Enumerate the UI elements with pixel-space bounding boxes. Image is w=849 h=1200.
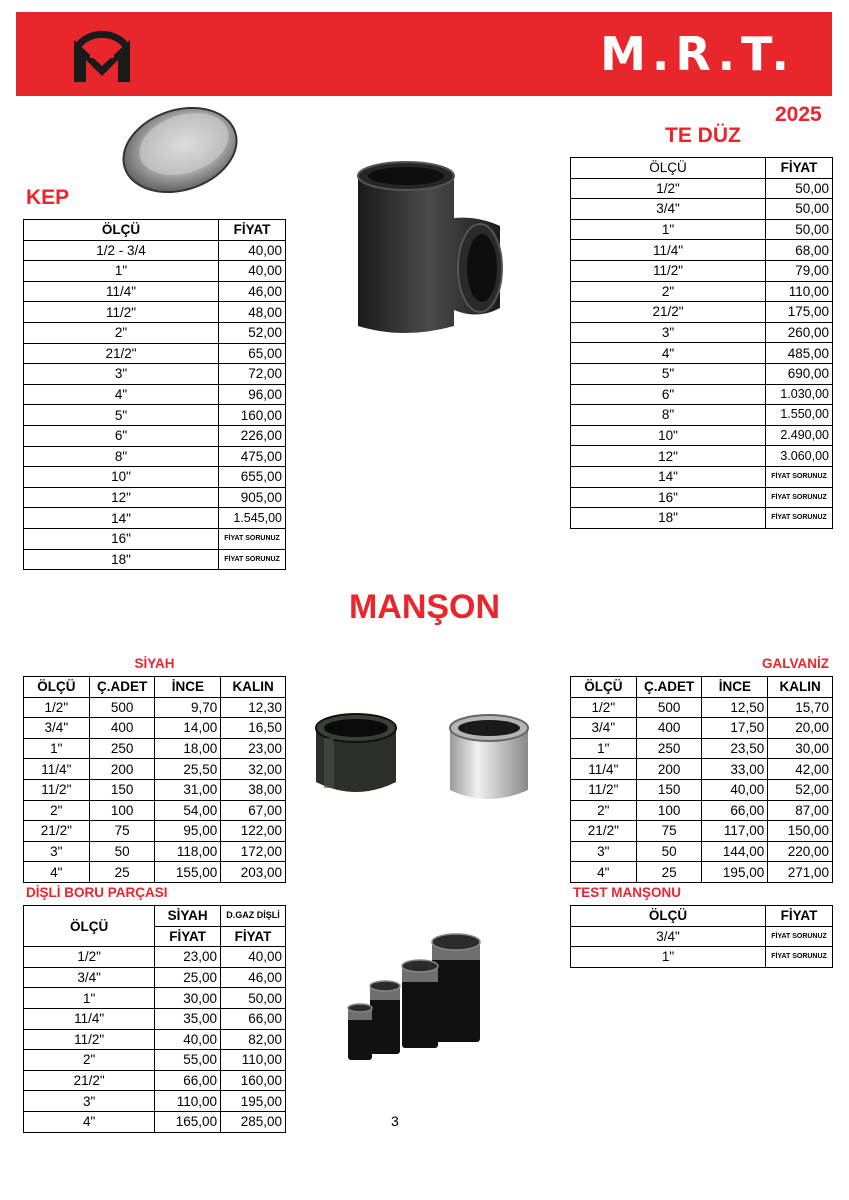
siyah-header-kalin: KALIN: [221, 677, 286, 698]
table-cell: FİYAT SORUNUZ: [766, 926, 833, 947]
table-cell: FİYAT SORUNUZ: [766, 947, 833, 968]
table-cell: 50: [89, 841, 155, 862]
table-cell: 67,00: [221, 800, 286, 821]
table-cell: 52,00: [768, 779, 833, 800]
table-cell: 3": [24, 1091, 155, 1112]
disli-header-fiyat-2: FİYAT: [221, 926, 286, 947]
table-cell: 155,00: [155, 862, 221, 883]
table-cell: 11/4": [24, 759, 90, 780]
disli-boru-table: [23, 905, 286, 1133]
table-row: [571, 405, 833, 426]
table-cell: 3": [24, 841, 90, 862]
table-cell: 21/2": [24, 1070, 155, 1091]
table-cell: 40,00: [221, 947, 286, 968]
table-cell: 195,00: [702, 862, 768, 883]
table-row: [24, 800, 286, 821]
table-cell: 46,00: [219, 281, 286, 302]
table-row: [24, 821, 286, 842]
table-cell: 31,00: [155, 779, 221, 800]
table-cell: 12,50: [702, 697, 768, 718]
table-cell: 10": [24, 467, 219, 488]
table-cell: FİYAT SORUNUZ: [219, 549, 286, 570]
table-cell: 3/4": [24, 967, 155, 988]
mrt-logo-icon: [68, 26, 136, 86]
table-cell: 42,00: [768, 759, 833, 780]
table-cell: 11/4": [571, 240, 766, 261]
table-cell: 3.060,00: [766, 446, 833, 467]
table-cell: 87,00: [768, 800, 833, 821]
table-cell: 1.030,00: [766, 384, 833, 405]
table-cell: 1/2": [571, 697, 637, 718]
table-cell: 95,00: [155, 821, 221, 842]
table-cell: 2.490,00: [766, 425, 833, 446]
table-cell: 18,00: [155, 738, 221, 759]
table-cell: 110,00: [155, 1091, 221, 1112]
table-cell: 4": [24, 1111, 155, 1132]
table-cell: 203,00: [221, 862, 286, 883]
table-row: [24, 281, 286, 302]
galv-header-olcu: ÖLÇÜ: [571, 677, 637, 698]
table-row: [24, 467, 286, 488]
table-row: [571, 260, 833, 281]
table-cell: 2": [24, 322, 219, 343]
table-cell: 1": [571, 219, 766, 240]
table-row: [24, 384, 286, 405]
table-row: [24, 1029, 286, 1050]
table-cell: FİYAT SORUNUZ: [766, 466, 833, 487]
table-cell: 175,00: [766, 302, 833, 323]
table-cell: 21/2": [24, 343, 219, 364]
table-row: [571, 487, 833, 508]
table-cell: 50,00: [766, 199, 833, 220]
kep-header-fiyat: FİYAT: [219, 220, 286, 241]
table-cell: FİYAT SORUNUZ: [766, 487, 833, 508]
pipe-nipples-image: [340, 930, 500, 1070]
table-row: [571, 697, 833, 718]
galv-header-kalin: KALIN: [768, 677, 833, 698]
table-cell: 23,00: [155, 947, 221, 968]
table-row: [24, 405, 286, 426]
table-row: [571, 800, 833, 821]
table-cell: 1.550,00: [766, 405, 833, 426]
table-row: [571, 425, 833, 446]
manson-title: MANŞON: [348, 588, 501, 626]
table-cell: 5": [571, 363, 766, 384]
tee-fitting-image: [350, 158, 510, 338]
year-label: 2025: [775, 103, 822, 126]
test-header-olcu: ÖLÇÜ: [571, 906, 766, 927]
table-row: [571, 199, 833, 220]
table-cell: 50: [636, 841, 702, 862]
table-cell: 50,00: [766, 219, 833, 240]
table-cell: 21/2": [571, 821, 637, 842]
table-cell: 905,00: [219, 487, 286, 508]
table-cell: 33,00: [702, 759, 768, 780]
table-row: [571, 738, 833, 759]
table-cell: 17,50: [702, 718, 768, 739]
siyah-header-olcu: ÖLÇÜ: [24, 677, 90, 698]
te-duz-title: TE DÜZ: [665, 124, 741, 147]
table-row: [24, 779, 286, 800]
table-cell: 220,00: [768, 841, 833, 862]
table-row: [571, 841, 833, 862]
table-row: [24, 343, 286, 364]
table-cell: 40,00: [702, 779, 768, 800]
table-row: [571, 718, 833, 739]
te-header-olcu: ÖLÇÜ: [571, 158, 766, 179]
galvaniz-title: GALVANİZ: [762, 656, 829, 671]
galv-header-ince: İNCE: [702, 677, 768, 698]
table-cell: 5": [24, 405, 219, 426]
table-cell: 30,00: [768, 738, 833, 759]
table-cell: 66,00: [702, 800, 768, 821]
table-row: [24, 988, 286, 1009]
test-manson-table: [570, 905, 833, 968]
table-cell: 110,00: [766, 281, 833, 302]
table-cell: 30,00: [155, 988, 221, 1009]
table-row: [24, 1008, 286, 1029]
table-row: [571, 508, 833, 529]
table-cell: 4": [571, 862, 637, 883]
galvanized-coupling-image: [444, 710, 534, 806]
table-cell: 25,50: [155, 759, 221, 780]
table-cell: 400: [636, 718, 702, 739]
table-cell: 6": [24, 425, 219, 446]
table-row: [571, 384, 833, 405]
table-cell: 82,00: [221, 1029, 286, 1050]
table-row: [24, 528, 286, 549]
table-cell: 55,00: [155, 1050, 221, 1071]
table-cell: 21/2": [24, 821, 90, 842]
table-row: [24, 487, 286, 508]
table-cell: 250: [89, 738, 155, 759]
table-cell: 16": [571, 487, 766, 508]
table-cell: 10": [571, 425, 766, 446]
table-cell: 3/4": [571, 199, 766, 220]
table-cell: 260,00: [766, 322, 833, 343]
table-cell: 475,00: [219, 446, 286, 467]
table-cell: FİYAT SORUNUZ: [766, 508, 833, 529]
table-row: [571, 240, 833, 261]
siyah-title: SİYAH: [134, 656, 175, 671]
table-cell: 15,70: [768, 697, 833, 718]
table-cell: 96,00: [219, 384, 286, 405]
table-cell: 250: [636, 738, 702, 759]
table-cell: 54,00: [155, 800, 221, 821]
table-cell: 3/4": [571, 926, 766, 947]
table-cell: 2": [571, 281, 766, 302]
disli-header-olcu: ÖLÇÜ: [24, 906, 155, 947]
kep-image: [118, 98, 246, 198]
table-cell: 1": [571, 947, 766, 968]
table-row: [24, 947, 286, 968]
table-cell: 1/2 - 3/4: [24, 240, 219, 261]
table-cell: 3": [571, 322, 766, 343]
table-row: [24, 508, 286, 529]
table-cell: 68,00: [766, 240, 833, 261]
table-cell: 122,00: [221, 821, 286, 842]
table-cell: 25: [636, 862, 702, 883]
table-row: [571, 779, 833, 800]
disli-header-siyah: SİYAH: [155, 906, 221, 927]
table-cell: 11/2": [571, 260, 766, 281]
table-cell: 4": [24, 862, 90, 883]
table-cell: 1": [24, 738, 90, 759]
table-cell: 50,00: [766, 178, 833, 199]
table-cell: 485,00: [766, 343, 833, 364]
table-cell: 172,00: [221, 841, 286, 862]
kep-price-table: [23, 219, 286, 570]
table-row: [571, 302, 833, 323]
table-cell: 11/4": [571, 759, 637, 780]
table-cell: 165,00: [155, 1111, 221, 1132]
table-cell: 40,00: [219, 261, 286, 282]
table-cell: 200: [636, 759, 702, 780]
table-row: [571, 862, 833, 883]
table-cell: 14": [571, 466, 766, 487]
test-manson-title: TEST MANŞONU: [573, 885, 681, 900]
table-cell: 18": [24, 549, 219, 570]
table-cell: 79,00: [766, 260, 833, 281]
table-cell: 38,00: [221, 779, 286, 800]
table-row: [24, 549, 286, 570]
table-row: [571, 947, 833, 968]
table-cell: 23,00: [221, 738, 286, 759]
disli-title: DİŞLİ BORU PARÇASI: [26, 885, 168, 900]
table-cell: 2": [24, 1050, 155, 1071]
galvaniz-manson-table: [570, 676, 833, 883]
table-cell: 2": [571, 800, 637, 821]
table-cell: 12": [24, 487, 219, 508]
table-cell: 23,50: [702, 738, 768, 759]
siyah-manson-table: [23, 676, 286, 883]
siyah-header-ince: İNCE: [155, 677, 221, 698]
table-row: [24, 322, 286, 343]
disli-header-gaz: D.GAZ DİŞLİ: [221, 906, 286, 927]
table-cell: 12": [571, 446, 766, 467]
table-row: [24, 425, 286, 446]
table-cell: 226,00: [219, 425, 286, 446]
table-cell: 52,00: [219, 322, 286, 343]
table-row: [24, 364, 286, 385]
test-header-fiyat: FİYAT: [766, 906, 833, 927]
table-cell: 16,50: [221, 718, 286, 739]
table-cell: 150: [89, 779, 155, 800]
table-cell: 46,00: [221, 967, 286, 988]
table-row: [571, 926, 833, 947]
table-row: [24, 967, 286, 988]
te-header-fiyat: FİYAT: [766, 158, 833, 179]
table-cell: 11/2": [24, 302, 219, 323]
table-cell: 3/4": [24, 718, 90, 739]
table-row: [571, 281, 833, 302]
table-cell: 72,00: [219, 364, 286, 385]
brand-name: M.R.T.: [600, 27, 795, 81]
table-row: [24, 1091, 286, 1112]
table-cell: 400: [89, 718, 155, 739]
table-row: [571, 343, 833, 364]
te-duz-price-table: [570, 157, 833, 529]
table-cell: 1/2": [571, 178, 766, 199]
table-cell: 100: [636, 800, 702, 821]
disli-header-fiyat-1: FİYAT: [155, 926, 221, 947]
table-cell: 160,00: [221, 1070, 286, 1091]
table-cell: 40,00: [155, 1029, 221, 1050]
table-cell: 4": [24, 384, 219, 405]
table-cell: 500: [89, 697, 155, 718]
table-row: [24, 759, 286, 780]
table-cell: 150: [636, 779, 702, 800]
table-cell: 144,00: [702, 841, 768, 862]
table-cell: 35,00: [155, 1008, 221, 1029]
page-number: 3: [391, 1113, 399, 1129]
table-cell: 655,00: [219, 467, 286, 488]
table-cell: 11/2": [24, 779, 90, 800]
table-cell: 195,00: [221, 1091, 286, 1112]
table-row: [24, 261, 286, 282]
table-cell: 3": [24, 364, 219, 385]
table-cell: 6": [571, 384, 766, 405]
table-cell: 16": [24, 528, 219, 549]
table-cell: 500: [636, 697, 702, 718]
table-cell: 4": [571, 343, 766, 364]
table-cell: 11/4": [24, 1008, 155, 1029]
table-cell: 18": [571, 508, 766, 529]
table-cell: 110,00: [221, 1050, 286, 1071]
table-row: [24, 302, 286, 323]
table-row: [24, 1111, 286, 1132]
table-cell: 14": [24, 508, 219, 529]
table-row: [24, 841, 286, 862]
table-cell: 1/2": [24, 947, 155, 968]
kep-title: KEP: [26, 186, 70, 209]
table-cell: 8": [571, 405, 766, 426]
table-cell: 2": [24, 800, 90, 821]
table-cell: 690,00: [766, 363, 833, 384]
table-row: [24, 718, 286, 739]
table-cell: 21/2": [571, 302, 766, 323]
table-cell: 1/2": [24, 697, 90, 718]
table-cell: FİYAT SORUNUZ: [219, 528, 286, 549]
table-row: [24, 738, 286, 759]
table-cell: 3": [571, 841, 637, 862]
table-cell: 160,00: [219, 405, 286, 426]
table-cell: 11/2": [24, 1029, 155, 1050]
table-cell: 50,00: [221, 988, 286, 1009]
table-cell: 117,00: [702, 821, 768, 842]
table-cell: 285,00: [221, 1111, 286, 1132]
table-row: [571, 821, 833, 842]
table-cell: 65,00: [219, 343, 286, 364]
table-cell: 75: [89, 821, 155, 842]
table-cell: 48,00: [219, 302, 286, 323]
table-row: [571, 178, 833, 199]
table-row: [571, 466, 833, 487]
table-cell: 11/4": [24, 281, 219, 302]
table-row: [24, 446, 286, 467]
table-cell: 1.545,00: [219, 508, 286, 529]
table-cell: 14,00: [155, 718, 221, 739]
table-row: [571, 219, 833, 240]
table-cell: 40,00: [219, 240, 286, 261]
table-cell: 200: [89, 759, 155, 780]
kep-header-olcu: ÖLÇÜ: [24, 220, 219, 241]
galv-header-adet: Ç.ADET: [636, 677, 702, 698]
table-cell: 32,00: [221, 759, 286, 780]
table-row: [24, 862, 286, 883]
table-cell: 20,00: [768, 718, 833, 739]
table-cell: 12,30: [221, 697, 286, 718]
table-row: [571, 759, 833, 780]
table-cell: 8": [24, 446, 219, 467]
table-cell: 25: [89, 862, 155, 883]
table-row: [24, 1070, 286, 1091]
table-cell: 150,00: [768, 821, 833, 842]
table-cell: 100: [89, 800, 155, 821]
table-cell: 271,00: [768, 862, 833, 883]
table-cell: 66,00: [221, 1008, 286, 1029]
table-cell: 3/4": [571, 718, 637, 739]
table-cell: 66,00: [155, 1070, 221, 1091]
table-cell: 9,70: [155, 697, 221, 718]
table-row: [24, 1050, 286, 1071]
table-row: [24, 697, 286, 718]
black-coupling-image: [310, 708, 402, 802]
table-row: [571, 446, 833, 467]
table-row: [571, 363, 833, 384]
table-row: [571, 322, 833, 343]
table-cell: 25,00: [155, 967, 221, 988]
table-cell: 11/2": [571, 779, 637, 800]
table-cell: 118,00: [155, 841, 221, 862]
table-cell: 1": [571, 738, 637, 759]
siyah-header-adet: Ç.ADET: [89, 677, 155, 698]
table-row: [24, 240, 286, 261]
table-cell: 1": [24, 988, 155, 1009]
table-cell: 1": [24, 261, 219, 282]
table-cell: 75: [636, 821, 702, 842]
